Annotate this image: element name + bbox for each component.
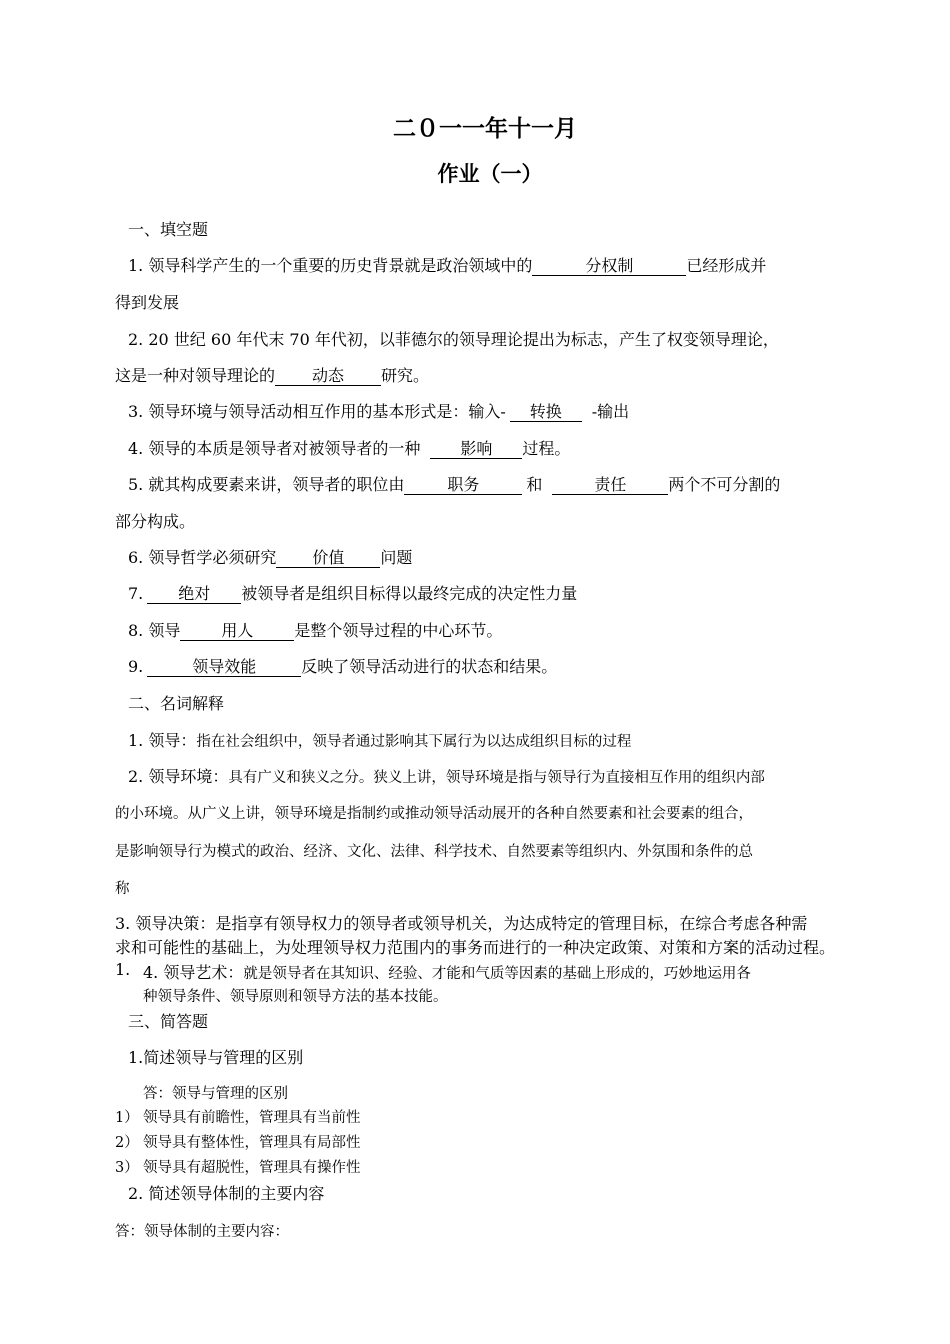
question-5: 5. 就其构成要素来讲，领导者的职位由 职务 和 责任 两个不可分割的: [128, 475, 781, 494]
section-heading-fill-in: 一、填空题: [128, 220, 209, 239]
question-1-cont: 得到发展: [115, 293, 180, 312]
answer-blank: 价值: [276, 549, 380, 568]
definition-2-line: 的小环境。从广义上讲，领导环境是指制约或推动领导活动展开的各种自然要素和社会要素的组合，: [115, 806, 753, 822]
list-item: 1）: [115, 1110, 139, 1126]
list-item-text: 领导具有前瞻性，管理具有当前性: [143, 1110, 361, 1126]
short-answer-1: 答：领导与管理的区别: [143, 1086, 288, 1102]
definition-4: 4. 领导艺术：就是领导者在其知识、经验、才能和气质等因素的基础上形成的，巧妙地运用各: [143, 963, 751, 982]
definition-1: 1. 领导：指在社会组织中，领导者通过影响其下属行为以达成组织目标的过程: [128, 731, 632, 750]
short-question-2: 2. 简述领导体制的主要内容: [128, 1184, 325, 1203]
question-3: 3. 领导环境与领导活动相互作用的基本形式是：输入- 转换 -输出: [128, 402, 630, 421]
list-item: 2）: [115, 1135, 139, 1151]
definition-3-line: 求和可能性的基础上，为处理领导权力范围内的事务而进行的一种决定政策、对策和方案的活动过程。: [115, 938, 836, 957]
question-4: 4. 领导的本质是领导者对被领导者的一种 影响 过程。: [128, 439, 571, 458]
document-date: 二０一一年十一月: [393, 115, 577, 142]
answer-blank: 绝对: [147, 585, 241, 604]
answer-blank: 影响: [430, 440, 522, 459]
question-9: 9. 领导效能 反映了领导活动进行的状态和结果。: [128, 657, 558, 676]
question-5-cont: 部分构成。: [115, 512, 196, 531]
list-item-text: 领导具有整体性，管理具有局部性: [143, 1135, 361, 1151]
answer-blank: 责任: [552, 476, 668, 495]
definition-2-line: 称: [115, 881, 130, 897]
answer-blank: 领导效能: [147, 658, 301, 677]
question-2: 2. 20 世纪 60 年代末 70 年代初，以菲德尔的领导理论提出为标志，产生了权变领导理论，: [128, 330, 779, 349]
document-title: 作业（一）: [437, 161, 543, 186]
question-8: 8. 领导 用人 是整个领导过程的中心环节。: [128, 621, 503, 640]
answer-blank: 职务: [404, 476, 522, 495]
section-heading-terms: 二、名词解释: [128, 694, 225, 713]
short-question-1: 1.简述领导与管理的区别: [128, 1048, 304, 1067]
short-answer-2: 答：领导体制的主要内容：: [115, 1224, 289, 1240]
list-item-text: 领导具有超脱性，管理具有操作性: [143, 1160, 361, 1176]
section-heading-short-answer: 三、简答题: [128, 1012, 209, 1031]
definition-4-number: 1.: [115, 960, 131, 979]
definition-3: 3. 领导决策：是指享有领导权力的领导者或领导机关，为达成特定的管理目标，在综合考虑各种需: [115, 914, 808, 933]
question-6: 6. 领导哲学必须研究 价值 问题: [128, 548, 413, 567]
answer-blank: 转换: [510, 403, 582, 422]
list-item: 3）: [115, 1160, 139, 1176]
question-2-cont: 这是一种对领导理论的 动态 研究。: [115, 366, 430, 385]
answer-blank: 用人: [180, 622, 294, 641]
definition-2-line: 是影响领导行为模式的政治、经济、文化、法律、科学技术、自然要素等组织内、外氛围和条件的总: [115, 844, 753, 860]
question-1: 1. 领导科学产生的一个重要的历史背景就是政治领域中的 分权制 已经形成并: [128, 256, 767, 275]
definition-4-line: 种领导条件、领导原则和领导方法的基本技能。: [143, 989, 448, 1005]
answer-blank: 动态: [275, 367, 381, 386]
definition-2: 2. 领导环境：具有广义和狭义之分。狭义上讲，领导环境是指与领导行为直接相互作用的组织内部: [128, 767, 765, 786]
question-7: 7. 绝对 被领导者是组织目标得以最终完成的决定性力量: [128, 584, 578, 603]
answer-blank: 分权制: [532, 257, 686, 276]
